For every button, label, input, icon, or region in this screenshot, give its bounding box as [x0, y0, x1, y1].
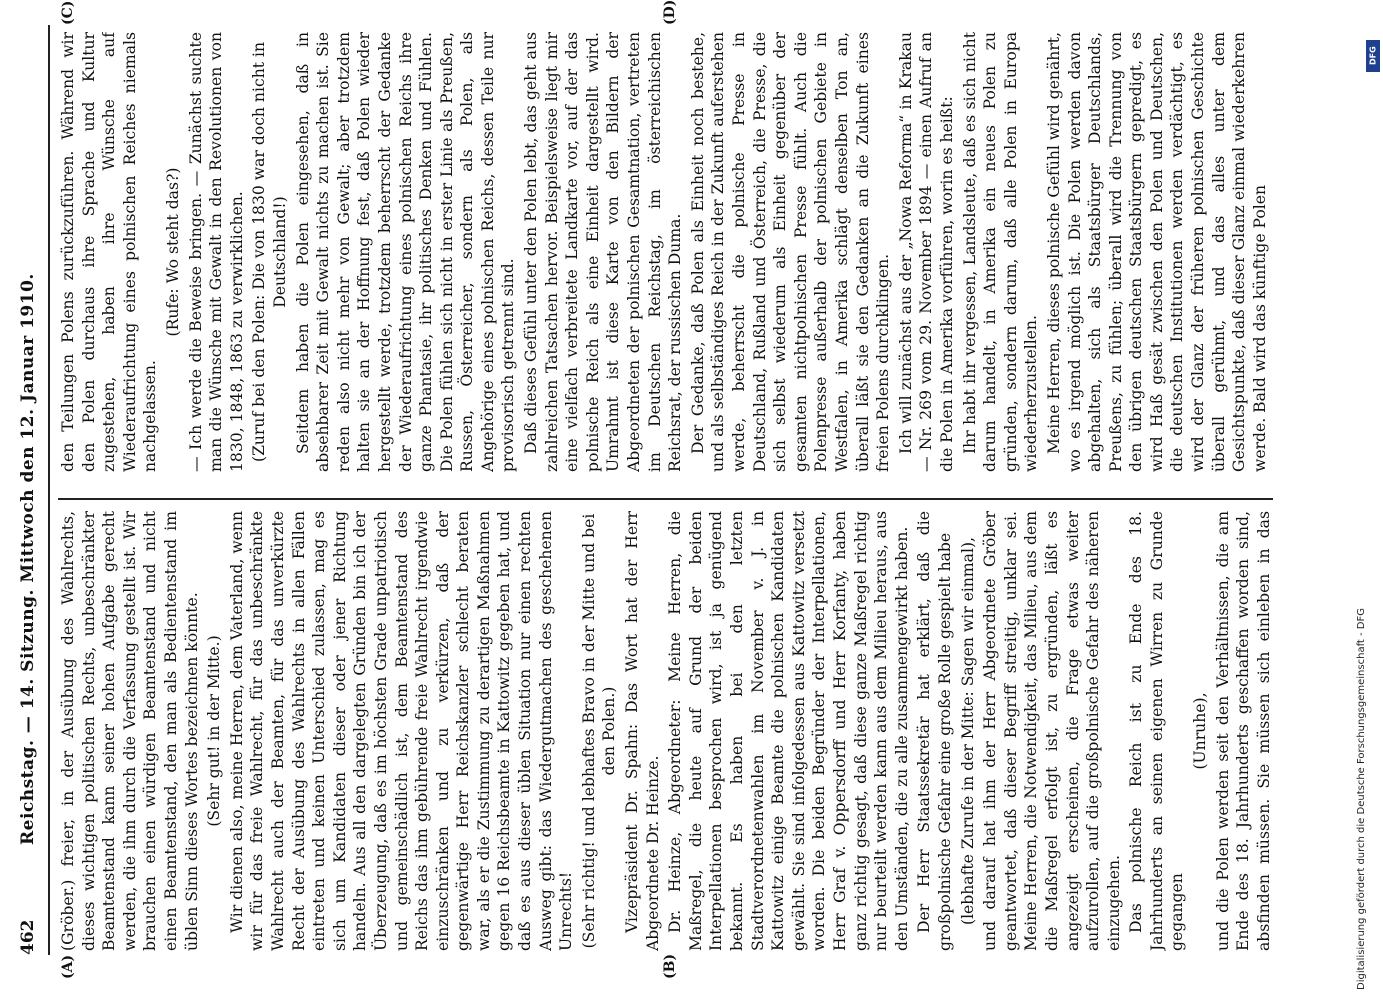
interjection: (lebhafte Zurufe in der Mitte: Sagen wir einmal), [958, 536, 977, 926]
paragraph: und darauf hat ihm der Herr Abgeordnete Gröber geantwortet, daß dieser Begriff streitig, unklar sei. Meine Herren, die Notwendigkeit, das Milieu, aus dem die Maßregel erfolgt ist, zu ergründen, läßt es angezeigt erscheinen, die Frage etwas weiter aufzurollen, auf die großpolnische Gefahr des näheren einzugehen. [981, 511, 1123, 951]
paragraph: Der Herr Staatssekretär hat erklärt, daß die großpolnische Gefahr eine große Rolle gespielt habe [915, 511, 954, 951]
running-title: Reichstag. — 14. Sitzung. Mittwoch den 12. Januar 1910. [18, 273, 38, 845]
speaker-announcement: Vizepräsident Dr. Spahn: Das Wort hat der Herr Abgeordnete Dr. Heinze. [623, 511, 662, 951]
paragraph: Wir dienen also, meine Herren, dem Vaterland, wenn wir für das freie Wahlrecht, für das unbeschränkte Wahlrecht auch der Beamten, für das unverkürzte Recht der Ausübung des Wahlrechts in allen Fällen eintreten und keinen Unterschied zulassen, mag es sich um Kandidaten dieser oder jener Richtung handeln. Aus all den dargelegten Gründen bin ich der Überzeugung, daß es im höchsten Grade unpatriotisch und gemeinschädlich ist, dem Beamtenstand des Reichs das ihm gebührende freie Wahlrecht irgendwie einzuschränken und zu verkürzen, daß der gegenwärtige Herr Reichskanzler schlecht beraten war, als er die Zustimmung zu derartigen Maßnahmen gegen 16 Reichsbeamte in Kattowitz gegeben hat, und daß es aus dieser üblen Situation nur einen rechten Ausweg gibt: das Wiedergutmachen des geschehenen Unrechts! [227, 511, 576, 951]
interjection: (Rufe: Wo steht das?) [163, 167, 182, 337]
interjection: (Unruhe), [1191, 692, 1210, 770]
paragraph: Meine Herren, dieses polnische Gefühl wird genährt, wo es irgend möglich ist. Die Polen werden davon abgehalten, sich als Staatsbürger Deutschlands, Preußens, zu fühlen; überall wird die Trennung von den übrigen deutschen Staatsbürgern gepredigt, es wird Haß gesät zwischen den Polen und Deutschen, die deutschen Institutionen werden verdächtigt, es wird der Glanz der früheren polnischen Geschichte überall gerühmt, und das alles unter dem Gesichtspunkte, daß dieser Glanz einmal wiederkehren werde. Bald wird das künftige Polen [1044, 32, 1269, 472]
paragraph: Seitdem haben die Polen eingesehen, daß in absehbarer Zeit mit Gewalt nichts zu machen ist. Sie reden also nicht mehr von Gewalt; aber trotzdem halten sie an der Hoffnung fest, daß Polen wieder hergestellt werde, trotzdem beherrscht der Gedanke der Wiederaufrichtung eines polnischen Reichs ihre ganze Phantasie, ihr politisches Denken und Fühlen. Die Polen fühlen sich nicht in erster Linie als Preußen, Russen, Österreicher, sondern als Polen, als Angehörige eines polnischen Reichs, dessen Teile nur provisorisch getrennt sind. [293, 32, 518, 472]
page-number: 462 [18, 919, 38, 955]
paragraph: und die Polen werden seit den Verhältnissen, die am Ende des 18. Jahrhunderts geschaffen worden sind, absfinden müssen. Sie müssen sich einleben in das [1213, 511, 1273, 951]
paragraph: Daß dieses Gefühl unter den Polen lebt, das geht aus zahlreichen Tatsachen hervor. Beispielsweise liegt mir eine vielfach verbreitete Landkarte vor, auf der das polnische Reich als eine Einheit dargestellt wird. Umrahmt ist diese Karte von den Bildern der Abgeordneten der polnischen Gesamtnation, vertreten im Deutschen Reichstag, im österreichischen Reichsrat, der russischen Duma. [522, 32, 685, 472]
paragraph: — Ich werde die Beweise bringen. — Zunächst suchte man die Wünsche mit Gewalt in den Revolutionen von 1830, 1848, 1863 zu verwirklichen. [186, 32, 246, 472]
interjection: (Zuruf bei den Polen: Die von 1830 war doch nicht in Deutschland!) [250, 42, 289, 463]
margin-marker-a: (A) [60, 954, 76, 979]
left-column [58, 511, 1273, 951]
header-rule [48, 25, 50, 955]
column-divider [58, 498, 1273, 500]
page-header [18, 25, 48, 955]
paragraph: den Teilungen Polens zurückzuführen. Während wir den Polen durchaus ihre Sprache und Kultur zugestehen, haben ihre Wünsche auf Wiederaufrichtung eines polnischen Reiches niemals nachgelassen. [59, 32, 160, 472]
margin-marker-b: (B) [662, 953, 678, 979]
right-column [58, 32, 1273, 472]
interjection: (Sehr richtig! und lebhaftes Bravo in der Mitte und bei den Polen.) [579, 513, 619, 949]
paragraph: Das polnische Reich ist zu Ende des 18. Jahrhunderts an seinen eigenen Wirren zu Grunde gegangen [1127, 511, 1187, 951]
dfg-logo: DFG [1366, 40, 1380, 72]
paragraph: Dr. Heinze, Abgeordneter: Meine Herren, die Maßregel, die heute auf Grund der beiden Interpellationen besprochen wird, ist ja genügend bekannt. Es haben bei den letzten Stadtverordnetenwahlen im November v. J. in Kattowitz einige Beamte die polnischen Kandidaten gewählt. Sie sind infolgedessen aus Kattowitz versetzt worden. Die beiden Begründer der Interpellationen, Herr Graf v. Oppersdorff und Herr Korfanty, haben ganz richtig gesagt, daß diese ganze Maßregel richtig nur beurteilt werden kann aus dem Milieu heraus, aus den Umständen, die zu alle zusammengewirkt haben. [666, 511, 911, 951]
paragraph: Ich will zunächst aus der „Nowa Reforma“ in Krakau — Nr. 269 vom 29. November 1894 — einen Aufruf an die Polen in Amerika vorführen, worin es heißt: [896, 32, 956, 472]
digitization-credit: Digitalisierung gefördert durch die Deutsche Forschungsgemeinschaft - DFG [1356, 607, 1367, 990]
interjection [1272, 32, 1273, 472]
margin-marker-d: (D) [662, 0, 678, 25]
quotation: Ihr habt ihr vergessen, Landsleute, daß es sich nicht darum handelt, in Amerika ein neues Polen zu gründen, sondern darum, daß alle Polen in Europa wiederherzustellen. [960, 32, 1041, 472]
interjection: (Sehr gut! in der Mitte.) [205, 635, 224, 827]
paragraph: (Gröber.) freier, in der Ausübung des Wahlrechts, dieses wichtigen politischen Rechts, unbeschränkter Beamtenstand kann seiner hohen Aufgabe gerecht werden, die ihm durch die Verfassung gestellt ist. Wir brauchen einen würdigen Beamtenstand und nicht einen Beamtenstand, den man als Bedientenstand im üblen Sinn dieses Wortes bezeichnen könnte. [59, 511, 201, 951]
paragraph: Der Gedanke, daß Polen als Einheit noch bestehe, und als selbständiges Reich in der Zukunft auferstehen werde, beherrscht die polnische Presse in Deutschland, Rußland und Österreich, die Presse, die sich selbst wiederum als Einheit gegenüber der gesamten nichtpolnischen Presse fühlt. Auch die Polenpresse außerhalb der polnischen Gebiete in Westfalen, in Amerika schlägt denselben Ton an, überall läßt sie den Gedanken an die Zukunft eines freien Polens durchklingen. [688, 32, 893, 472]
margin-marker-c: (C) [60, 0, 76, 25]
